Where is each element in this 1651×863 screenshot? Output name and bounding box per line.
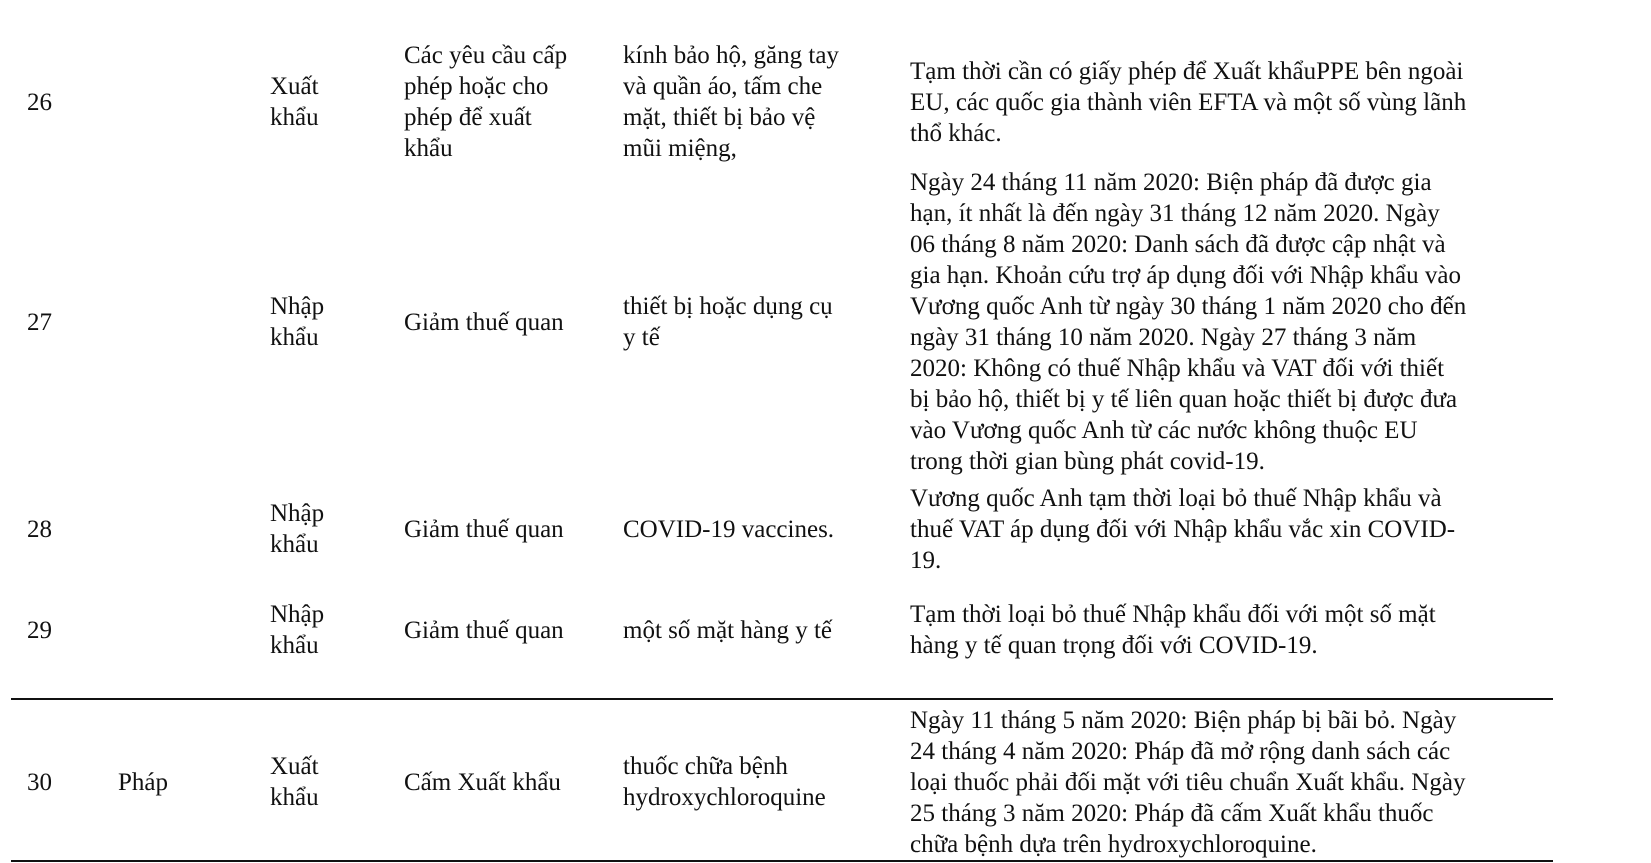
trade-direction-line: Nhập <box>270 293 325 320</box>
products-line: kính bảo hộ, găng tay <box>623 42 839 69</box>
table-row <box>0 166 1651 478</box>
row-number: 28 <box>27 515 52 543</box>
measure-type-line: phép hoặc cho <box>404 73 549 100</box>
section-divider <box>11 698 1553 700</box>
measure-type <box>404 166 614 478</box>
products-line: và quần áo, tấm che <box>623 73 823 100</box>
measure-type <box>404 580 614 680</box>
products-line: y tế <box>623 324 660 351</box>
description <box>910 478 1630 580</box>
description-line: Vương quốc Anh tạm thời loại bỏ thuế Nhập khẩu và <box>910 484 1442 512</box>
measure-type-line: Các yêu cầu cấp <box>404 42 568 69</box>
row-number: 26 <box>27 88 52 116</box>
description-line: Ngày 24 tháng 11 năm 2020: Biện pháp đã được gia <box>910 169 1432 196</box>
description-line: 2020: Không có thuế Nhập khẩu và VAT đối với thiết <box>910 355 1445 382</box>
trade-direction-line: khẩu <box>270 632 319 659</box>
trade-direction-line: khẩu <box>270 104 319 131</box>
trade-direction-line: khẩu <box>270 784 319 811</box>
products-line: mũi miệng, <box>623 135 737 162</box>
trade-direction-line: Xuất <box>270 73 319 100</box>
products <box>623 478 893 580</box>
description-line: gia hạn. Khoản cứu trợ áp dụng đối với Nhập khẩu vào <box>910 262 1461 289</box>
measure-type <box>404 702 614 862</box>
row-number: 30 <box>27 768 52 796</box>
measure-type-line: Cấm Xuất khẩu <box>404 768 561 796</box>
description-line: 06 tháng 8 năm 2020: Danh sách đã được cập nhật và <box>910 231 1446 258</box>
row-number: 27 <box>27 308 52 336</box>
description-line: thuế VAT áp dụng đối với Nhập khẩu vắc xin COVID- <box>910 515 1456 543</box>
description-line: loại thuốc phải đối mặt với tiêu chuẩn Xuất khẩu. Ngày <box>910 768 1466 796</box>
description-line: hàng y tế quan trọng đối với COVID-19. <box>910 632 1318 659</box>
description-line: Ngày 11 tháng 5 năm 2020: Biện pháp bị bãi bỏ. Ngày <box>910 706 1457 734</box>
trade-direction-line: khẩu <box>270 324 319 351</box>
description-line: trong thời gian bùng phát covid-19. <box>910 448 1265 475</box>
products <box>623 166 893 478</box>
measure-type-line: khẩu <box>404 135 453 162</box>
measure-type-line: Giảm thuế quan <box>404 308 564 336</box>
description <box>910 702 1630 862</box>
description-line: EU, các quốc gia thành viên EFTA và một số vùng lãnh <box>910 88 1467 116</box>
trade-direction <box>270 702 390 862</box>
description-line: 19. <box>910 546 942 574</box>
description-line: chữa bệnh dựa trên hydroxychloroquine. <box>910 830 1317 858</box>
measure-type-line: phép để xuất <box>404 104 532 131</box>
trade-direction-line: khẩu <box>270 531 319 558</box>
row-number: 29 <box>27 616 52 644</box>
products-line: thuốc chữa bệnh <box>623 753 788 780</box>
description <box>910 166 1630 478</box>
trade-direction <box>270 478 390 580</box>
products <box>623 580 893 680</box>
description-line: thổ khác. <box>910 119 1002 147</box>
measure-type <box>404 38 614 166</box>
measure-type-line: Giảm thuế quan <box>404 616 564 644</box>
products-line: COVID-19 vaccines. <box>623 515 835 543</box>
table-row <box>0 702 1651 862</box>
country: Pháp <box>118 768 168 796</box>
description-line: bị bảo hộ, thiết bị y tế liên quan hoặc thiết bị được đưa <box>910 386 1458 413</box>
description-line: 24 tháng 4 năm 2020: Pháp đã mở rộng danh sách các <box>910 737 1451 765</box>
table-row <box>0 580 1651 680</box>
description-line: vào Vương quốc Anh từ các nước không thuộc EU <box>910 417 1418 444</box>
products-line: mặt, thiết bị bảo vệ <box>623 104 816 131</box>
measure-type <box>404 478 614 580</box>
description-line: Tạm thời loại bỏ thuế Nhập khẩu đối với một số mặt <box>910 601 1436 628</box>
description <box>910 580 1630 680</box>
table-bottom-border <box>11 860 1553 862</box>
description-line: ngày 31 tháng 10 năm 2020. Ngày 27 tháng 3 năm <box>910 324 1417 351</box>
products-line: thiết bị hoặc dụng cụ <box>623 293 833 320</box>
description <box>910 52 1630 152</box>
trade-direction <box>270 166 390 478</box>
description-line: Tạm thời cần có giấy phép để Xuất khẩuPPE bên ngoài <box>910 57 1464 85</box>
measure-type-line: Giảm thuế quan <box>404 515 564 543</box>
trade-direction-line: Xuất <box>270 753 319 780</box>
trade-direction-line: Nhập <box>270 601 325 628</box>
trade-direction <box>270 580 390 680</box>
products-line: một số mặt hàng y tế <box>623 616 832 644</box>
products <box>623 702 893 862</box>
description-line: Vương quốc Anh từ ngày 30 tháng 1 năm 2020 cho đến <box>910 293 1467 320</box>
products-line: hydroxychloroquine <box>623 784 826 811</box>
products <box>623 38 893 166</box>
description-line: hạn, ít nhất là đến ngày 31 tháng 12 năm 2020. Ngày <box>910 200 1440 227</box>
table-row <box>0 478 1651 580</box>
trade-direction <box>270 38 390 166</box>
description-line: 25 tháng 3 năm 2020: Pháp đã cấm Xuất khẩu thuốc <box>910 799 1434 827</box>
table-row <box>0 38 1651 166</box>
trade-direction-line: Nhập <box>270 500 325 527</box>
